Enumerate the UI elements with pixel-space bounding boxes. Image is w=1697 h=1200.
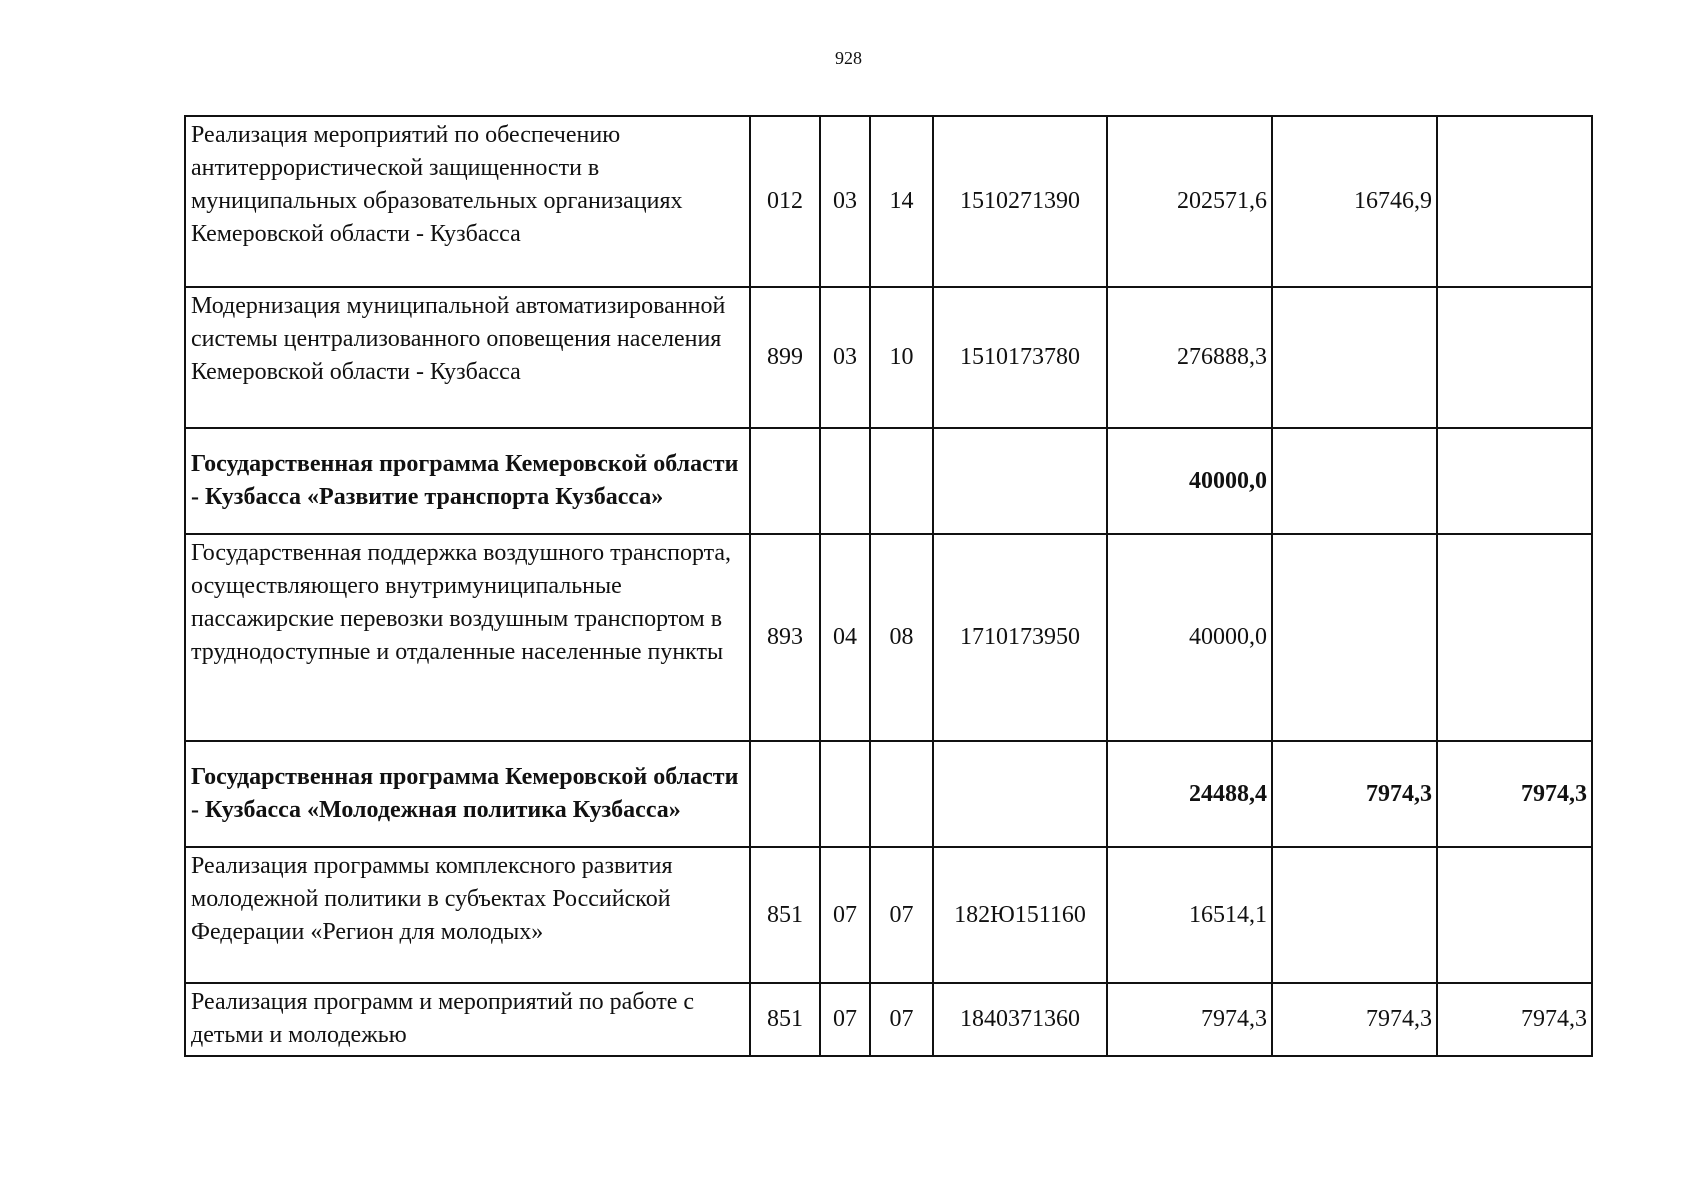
section-code <box>820 428 870 534</box>
table-row <box>185 847 1592 983</box>
amount-cell: 7974,3 <box>1272 741 1437 847</box>
section-code: 07 <box>820 983 870 1056</box>
page-number: 928 <box>835 48 862 68</box>
subsection-code: 08 <box>870 534 933 741</box>
section-code: 07 <box>820 847 870 983</box>
subsection-code: 10 <box>870 287 933 428</box>
amount-cell <box>1437 287 1592 428</box>
budget-table <box>184 115 1593 1057</box>
program-row <box>185 741 1592 847</box>
amount-cell: 276888,3 <box>1107 287 1272 428</box>
amount-cell: 202571,6 <box>1107 116 1272 287</box>
ministry-code: 893 <box>750 534 820 741</box>
program-name: Государственная программа Кемеровской области - Кузбасса «Развитие транспорта Кузбасса» <box>185 428 750 534</box>
target-article-code: 1510271390 <box>933 116 1107 287</box>
target-article-code: 1840371360 <box>933 983 1107 1056</box>
section-code: 03 <box>820 116 870 287</box>
amount-cell <box>1272 847 1437 983</box>
amount-cell: 40000,0 <box>1107 534 1272 741</box>
ministry-code <box>750 428 820 534</box>
amount-cell <box>1272 287 1437 428</box>
target-article-code: 1710173950 <box>933 534 1107 741</box>
subsection-code <box>870 741 933 847</box>
amount-cell: 24488,4 <box>1107 741 1272 847</box>
amount-cell <box>1437 847 1592 983</box>
ministry-code: 012 <box>750 116 820 287</box>
ministry-code <box>750 741 820 847</box>
row-name: Реализация программ и мероприятий по работе с детьми и молодежью <box>185 983 750 1056</box>
row-name: Реализация программы комплексного развития молодежной политики в субъектах Российской Федерации «Регион для молодых» <box>185 847 750 983</box>
target-article-code: 1510173780 <box>933 287 1107 428</box>
section-code: 03 <box>820 287 870 428</box>
amount-cell <box>1437 428 1592 534</box>
section-code: 04 <box>820 534 870 741</box>
amount-cell: 7974,3 <box>1107 983 1272 1056</box>
amount-cell <box>1437 116 1592 287</box>
amount-cell: 16514,1 <box>1107 847 1272 983</box>
target-article-code: 182Ю151160 <box>933 847 1107 983</box>
table-row <box>185 116 1592 287</box>
amount-cell: 7974,3 <box>1272 983 1437 1056</box>
ministry-code: 851 <box>750 983 820 1056</box>
target-article-code <box>933 428 1107 534</box>
subsection-code: 14 <box>870 116 933 287</box>
subsection-code <box>870 428 933 534</box>
amount-cell <box>1437 534 1592 741</box>
amount-cell: 40000,0 <box>1107 428 1272 534</box>
ministry-code: 899 <box>750 287 820 428</box>
table-row <box>185 534 1592 741</box>
amount-cell: 7974,3 <box>1437 741 1592 847</box>
program-name: Государственная программа Кемеровской области - Кузбасса «Молодежная политика Кузбасса» <box>185 741 750 847</box>
section-code <box>820 741 870 847</box>
program-row <box>185 428 1592 534</box>
subsection-code: 07 <box>870 983 933 1056</box>
ministry-code: 851 <box>750 847 820 983</box>
subsection-code: 07 <box>870 847 933 983</box>
target-article-code <box>933 741 1107 847</box>
amount-cell: 7974,3 <box>1437 983 1592 1056</box>
row-name: Модернизация муниципальной автоматизированной системы централизованного оповещения населения Кемеровской области - Кузбасса <box>185 287 750 428</box>
row-name: Государственная поддержка воздушного транспорта, осуществляющего внутримуниципальные пассажирские перевозки воздушным транспортом в труднодоступные и отдаленные населенные пункты <box>185 534 750 741</box>
table-row <box>185 287 1592 428</box>
row-name: Реализация мероприятий по обеспечению антитеррористической защищенности в муниципальных образовательных организациях Кемеровской области - Кузбасса <box>185 116 750 287</box>
amount-cell: 16746,9 <box>1272 116 1437 287</box>
table-row <box>185 983 1592 1056</box>
amount-cell <box>1272 534 1437 741</box>
amount-cell <box>1272 428 1437 534</box>
